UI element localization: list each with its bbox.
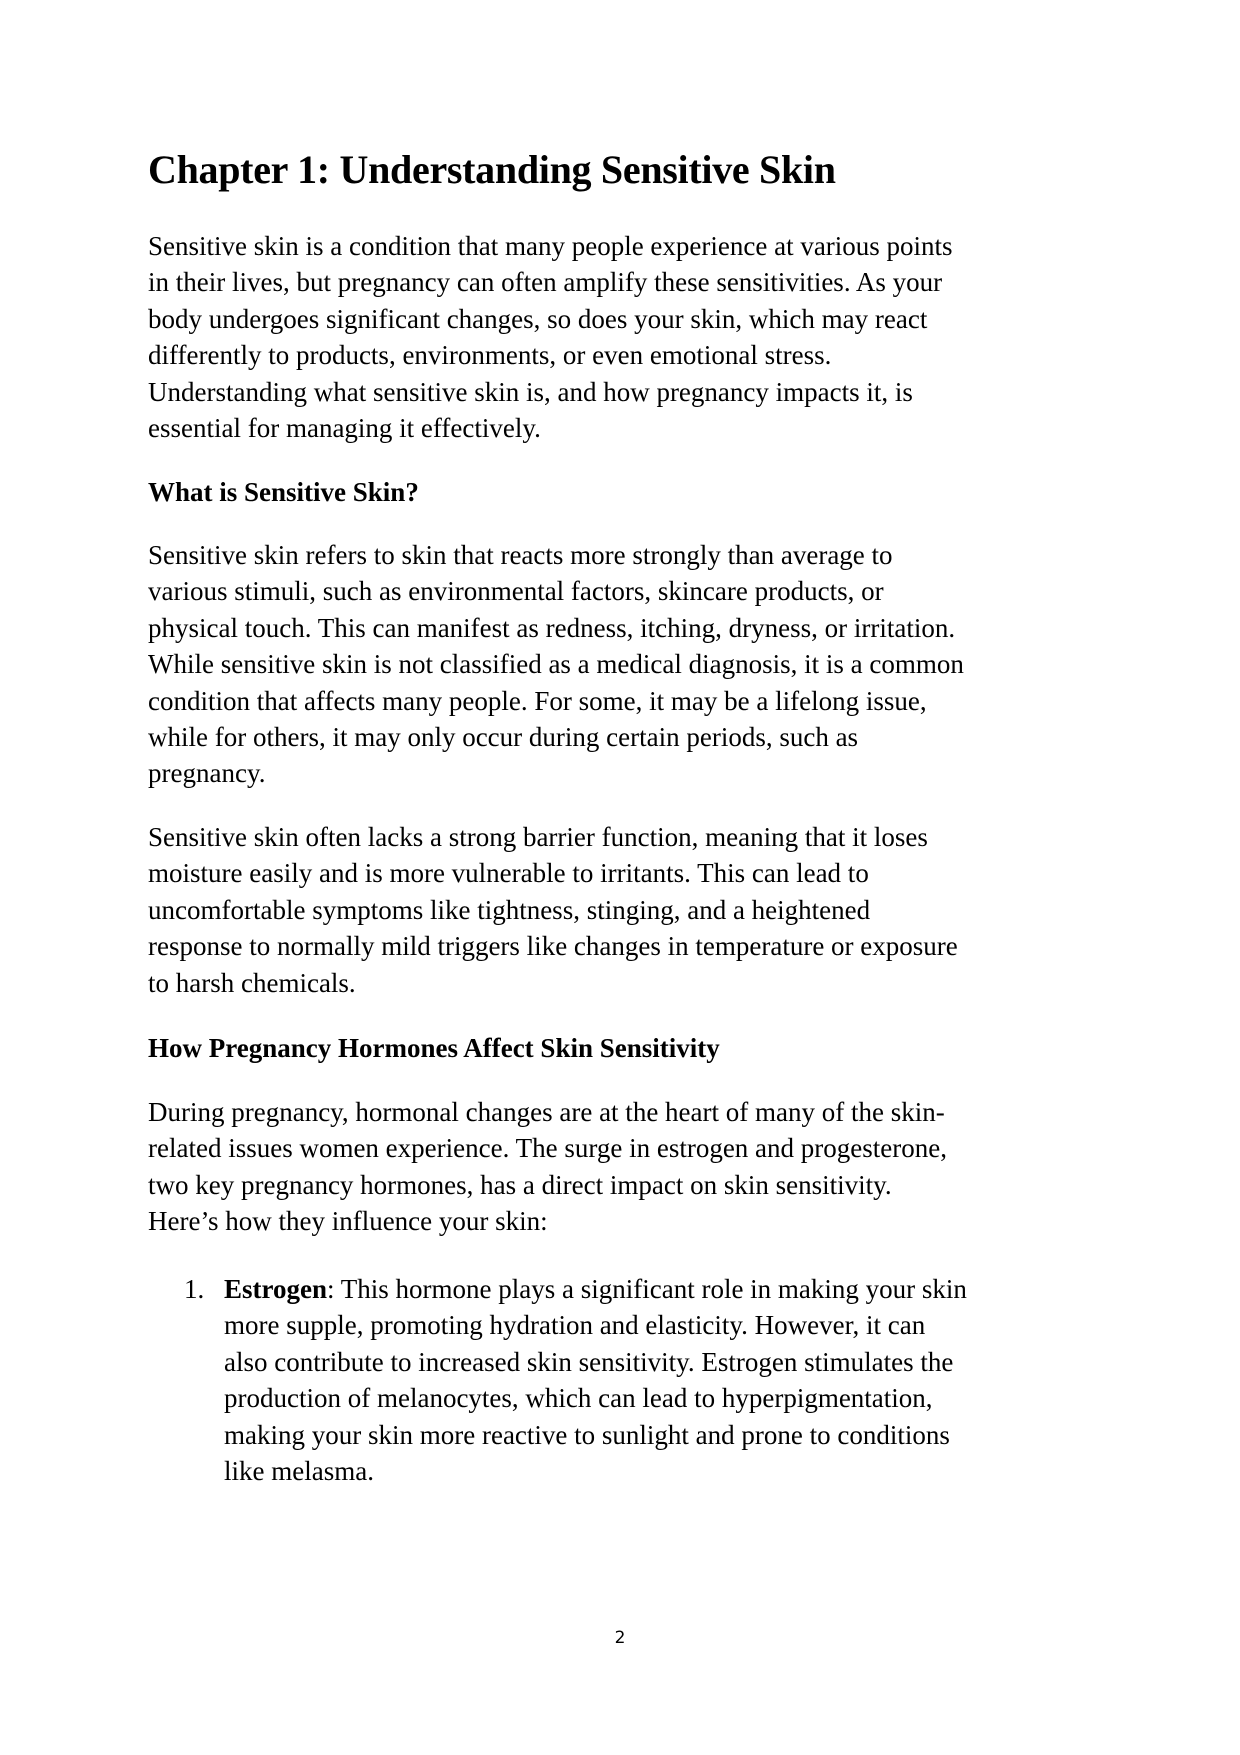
intro-paragraph <box>148 228 953 446</box>
list-item-estrogen <box>148 1271 967 1489</box>
hormone-list <box>148 1271 967 1489</box>
text-line: related issues women experience. The surge in estrogen and progesterone, <box>148 1133 947 1164</box>
section2-paragraph-1 <box>148 1094 947 1240</box>
list-number: 1. <box>184 1274 205 1304</box>
text-line: production of melanocytes, which can lead to hyperpigmentation, <box>224 1383 933 1414</box>
text-line: physical touch. This can manifest as redness, itching, dryness, or irritation. <box>148 612 956 643</box>
section-heading-what-is-sensitive-skin: What is Sensitive Skin? <box>148 477 419 507</box>
text-line: two key pregnancy hormones, has a direct impact on skin sensitivity. <box>148 1169 892 1200</box>
text-line: more supple, promoting hydration and elasticity. However, it can <box>224 1310 926 1341</box>
text-line: essential for managing it effectively. <box>148 413 541 444</box>
text-line: body undergoes significant changes, so does your skin, which may react <box>148 303 928 334</box>
text-line: During pregnancy, hormonal changes are at the heart of many of the skin- <box>148 1097 945 1127</box>
text-line: Understanding what sensitive skin is, and how pregnancy impacts it, is <box>148 376 913 407</box>
text-line: uncomfortable symptoms like tightness, stinging, and a heightened <box>148 894 871 925</box>
text-line: in their lives, but pregnancy can often amplify these sensitivities. As your <box>148 267 943 298</box>
text-line: making your skin more reactive to sunlight and prone to conditions <box>224 1419 950 1450</box>
text-line: response to normally mild triggers like changes in temperature or exposure <box>148 931 958 962</box>
text-line: Sensitive skin is a condition that many people experience at various points <box>148 231 953 261</box>
text-line: differently to products, environments, or even emotional stress. <box>148 340 832 371</box>
text-line: also contribute to increased skin sensitivity. Estrogen stimulates the <box>224 1346 954 1377</box>
page-number: 2 <box>614 1628 626 1648</box>
text-line: moisture easily and is more vulnerable to irritants. This can lead to <box>148 858 869 889</box>
text-line: While sensitive skin is not classified as a medical diagnosis, it is a common <box>148 649 964 680</box>
text-line <box>224 1271 967 1307</box>
text-line: Here’s how they influence your skin: <box>148 1206 548 1237</box>
text-line: pregnancy. <box>148 758 266 789</box>
text-line: to harsh chemicals. <box>148 967 356 998</box>
section-heading-pregnancy-hormones: How Pregnancy Hormones Affect Skin Sensitivity <box>148 1033 720 1063</box>
section1-paragraph-1 <box>148 537 964 792</box>
text-line: various stimuli, such as environmental factors, skincare products, or <box>148 576 884 607</box>
chapter-title: Chapter 1: Understanding Sensitive Skin <box>148 147 836 192</box>
list-item-body <box>224 1271 967 1489</box>
list-first-line-text: : This hormone plays a significant role in making your skin <box>327 1274 967 1304</box>
list-term: Estrogen <box>224 1274 328 1304</box>
text-line: Sensitive skin refers to skin that reacts more strongly than average to <box>148 540 893 570</box>
section1-paragraph-2 <box>148 819 958 1001</box>
text-line: Sensitive skin often lacks a strong barrier function, meaning that it loses <box>148 822 928 852</box>
text-line: like melasma. <box>224 1456 374 1487</box>
text-line: condition that affects many people. For some, it may be a lifelong issue, <box>148 685 927 716</box>
text-line: while for others, it may only occur during certain periods, such as <box>148 722 859 753</box>
